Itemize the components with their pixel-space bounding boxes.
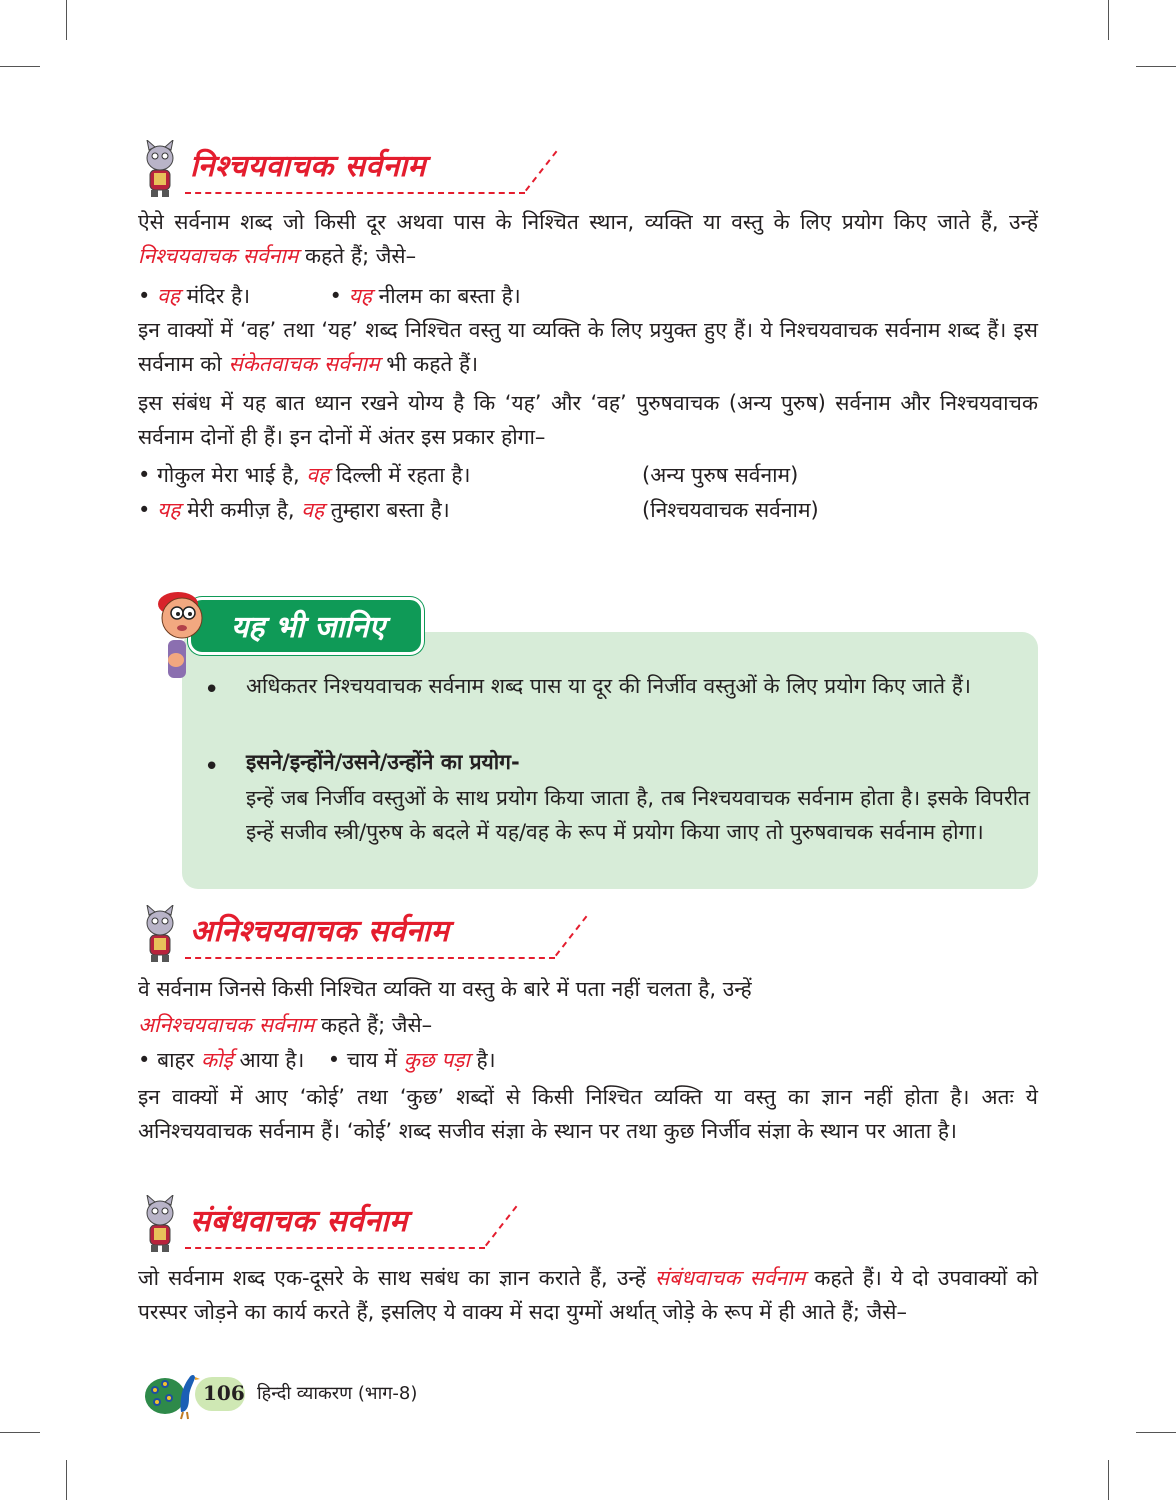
bullet-icon: •	[327, 1048, 341, 1072]
example-line	[138, 279, 521, 313]
highlight-term: संकेतवाचक सर्वनाम	[228, 352, 380, 376]
section-heading-text: निश्चयवाचक सर्वनाम	[190, 149, 426, 184]
text: मंदिर है।	[179, 284, 251, 308]
paragraph-line	[138, 1008, 432, 1042]
section-heading-text: अनिश्चयवाचक सर्वनाम	[190, 914, 450, 949]
crop-mark	[1136, 1432, 1176, 1433]
heading-underline	[525, 151, 559, 193]
cat-mascot-icon	[135, 905, 185, 963]
text: भी कहते हैं।	[379, 352, 479, 376]
bullet-icon: •	[204, 752, 220, 782]
highlight-term: वह	[157, 284, 180, 308]
heading-underline	[485, 1206, 519, 1248]
highlight-term: यह	[157, 498, 181, 522]
paragraph: इस संबंध में यह बात ध्यान रखने योग्य है कि ‘यह’ और ‘वह’ पुरुषवाचक (अन्य पुरुष) सर्वनाम और निश्चयवाचक सर्वनाम दोनों ही हैं। इन दोनों में अंतर इस प्रकार होगा–	[138, 391, 1038, 449]
text: है।	[469, 1048, 496, 1072]
page-number: 106	[203, 1381, 245, 1405]
highlight-term: निश्चयवाचक सर्वनाम	[138, 244, 299, 268]
crop-mark	[1108, 1460, 1109, 1500]
crop-mark	[0, 1432, 40, 1433]
cat-mascot-icon	[135, 1195, 185, 1253]
text: कहते हैं; जैसे–	[298, 244, 417, 268]
crop-mark	[1108, 0, 1109, 40]
info-point: अधिकतर निश्चयवाचक सर्वनाम शब्द पास या दूर की निर्जीव वस्तुओं के लिए प्रयोग किए जाते हैं।	[246, 674, 971, 698]
crop-mark	[1136, 66, 1176, 67]
paragraph	[138, 1261, 1038, 1329]
text: बाहर	[157, 1048, 201, 1072]
text: कहते हैं। ये दो उपवाक्यों को परस्पर जोड़ने का कार्य करते हैं, इसलिए ये वाक्य में सदा युग्मों अर्थात् जोड़े के रूप में ही आते हैं; जैसे–	[138, 1266, 1039, 1324]
section-heading-text: संबंधवाचक सर्वनाम	[190, 1204, 408, 1239]
crop-mark	[0, 66, 40, 67]
highlight-term: वह	[306, 463, 330, 487]
info-point: इन्हें जब निर्जीव वस्तुओं के साथ प्रयोग किया जाता है, तब निश्चयवाचक सर्वनाम होता है। इसके विपरीत इन्हें सजीव स्त्री/पुरुष के बदले में यह/वह के रूप में प्रयोग किया जाए तो पुरुषवाचक सर्वनाम होगा।	[246, 786, 1030, 844]
section-heading-anishchayvachak	[135, 905, 575, 963]
text: चाय में	[346, 1048, 404, 1072]
highlight-term: संबंधवाचक सर्वनाम	[654, 1266, 806, 1290]
info-box-label	[188, 597, 424, 655]
heading-underline	[185, 957, 555, 959]
paragraph-line: वे सर्वनाम जिनसे किसी निश्चित व्यक्ति या वस्तु के बारे में पता नहीं चलता है, उन्हें	[138, 977, 752, 1001]
highlight-term: यह	[348, 284, 372, 308]
example-note: (निश्चयवाचक सर्वनाम)	[642, 498, 819, 522]
text: गोकुल मेरा भाई है,	[157, 463, 307, 487]
text: जो सर्वनाम शब्द एक-दूसरे के साथ सबंध का ज्ञान कराते हैं, उन्हें	[138, 1266, 655, 1290]
book-title: हिन्दी व्याकरण (भाग-8)	[257, 1383, 418, 1404]
text: तुम्हारा बस्ता है।	[324, 498, 450, 522]
highlight-term: कुछ पड़ा	[403, 1048, 470, 1072]
info-point-title: इसने/इन्होंने/उसने/उन्होंने का प्रयोग-	[246, 750, 520, 774]
crop-mark	[66, 1460, 67, 1500]
text: नीलम का बस्ता है।	[371, 284, 521, 308]
heading-underline	[185, 1247, 485, 1249]
example-line	[138, 493, 450, 527]
boy-mascot-icon	[152, 588, 208, 678]
example-line	[138, 1043, 496, 1077]
paragraph	[138, 205, 1038, 273]
paragraph: इन वाक्यों में आए ‘कोई’ तथा ‘कुछ’ शब्दों से किसी निश्चित व्यक्ति या वस्तु का ज्ञान नहीं होता है। अतः ये अनिश्चयवाचक सर्वनाम हैं। ‘कोई’ शब्द सजीव संज्ञा के स्थान पर तथा कुछ निर्जीव संज्ञा के स्थान पर आता है।	[138, 1085, 1038, 1143]
text: मेरी कमीज़ है,	[180, 498, 302, 522]
crop-mark	[66, 0, 67, 40]
text: कहते हैं; जैसे–	[314, 1013, 433, 1037]
highlight-term: कोई	[200, 1048, 233, 1072]
text: इन वाक्यों में ‘वह’ तथा ‘यह’ शब्द निश्चित वस्तु या व्यक्ति के लिए प्रयुक्त हुए हैं। ये निश्चयवाचक सर्वनाम शब्द हैं। इस सर्वनाम को	[138, 318, 1038, 376]
heading-underline	[185, 192, 525, 194]
text: दिल्ली में रहता है।	[329, 463, 471, 487]
text: ऐसे सर्वनाम शब्द जो किसी दूर अथवा पास के निश्चित स्थान, व्यक्ति या वस्तु के लिए प्रयोग किए जाते हैं, उन्हें	[138, 210, 1038, 234]
bullet-icon: •	[138, 284, 151, 308]
info-box-label-text: यह भी जानिए	[231, 610, 386, 645]
highlight-term: वह	[301, 498, 325, 522]
paragraph	[138, 313, 1038, 381]
bullet-icon: •	[138, 498, 151, 522]
cat-mascot-icon	[135, 140, 185, 198]
bullet-icon: •	[138, 463, 151, 487]
bullet-icon: •	[204, 675, 220, 705]
section-heading-sambandhvachak	[135, 1195, 575, 1253]
highlight-term: अनिश्चयवाचक सर्वनाम	[138, 1013, 315, 1037]
bullet-icon: •	[138, 1048, 151, 1072]
text: आया है।	[232, 1048, 305, 1072]
section-heading-nishchayvachak	[135, 140, 575, 198]
peacock-icon	[143, 1368, 201, 1420]
example-note: (अन्य पुरुष सर्वनाम)	[642, 463, 799, 487]
heading-underline	[555, 916, 589, 958]
bullet-icon: •	[329, 284, 342, 308]
example-line	[138, 458, 470, 492]
